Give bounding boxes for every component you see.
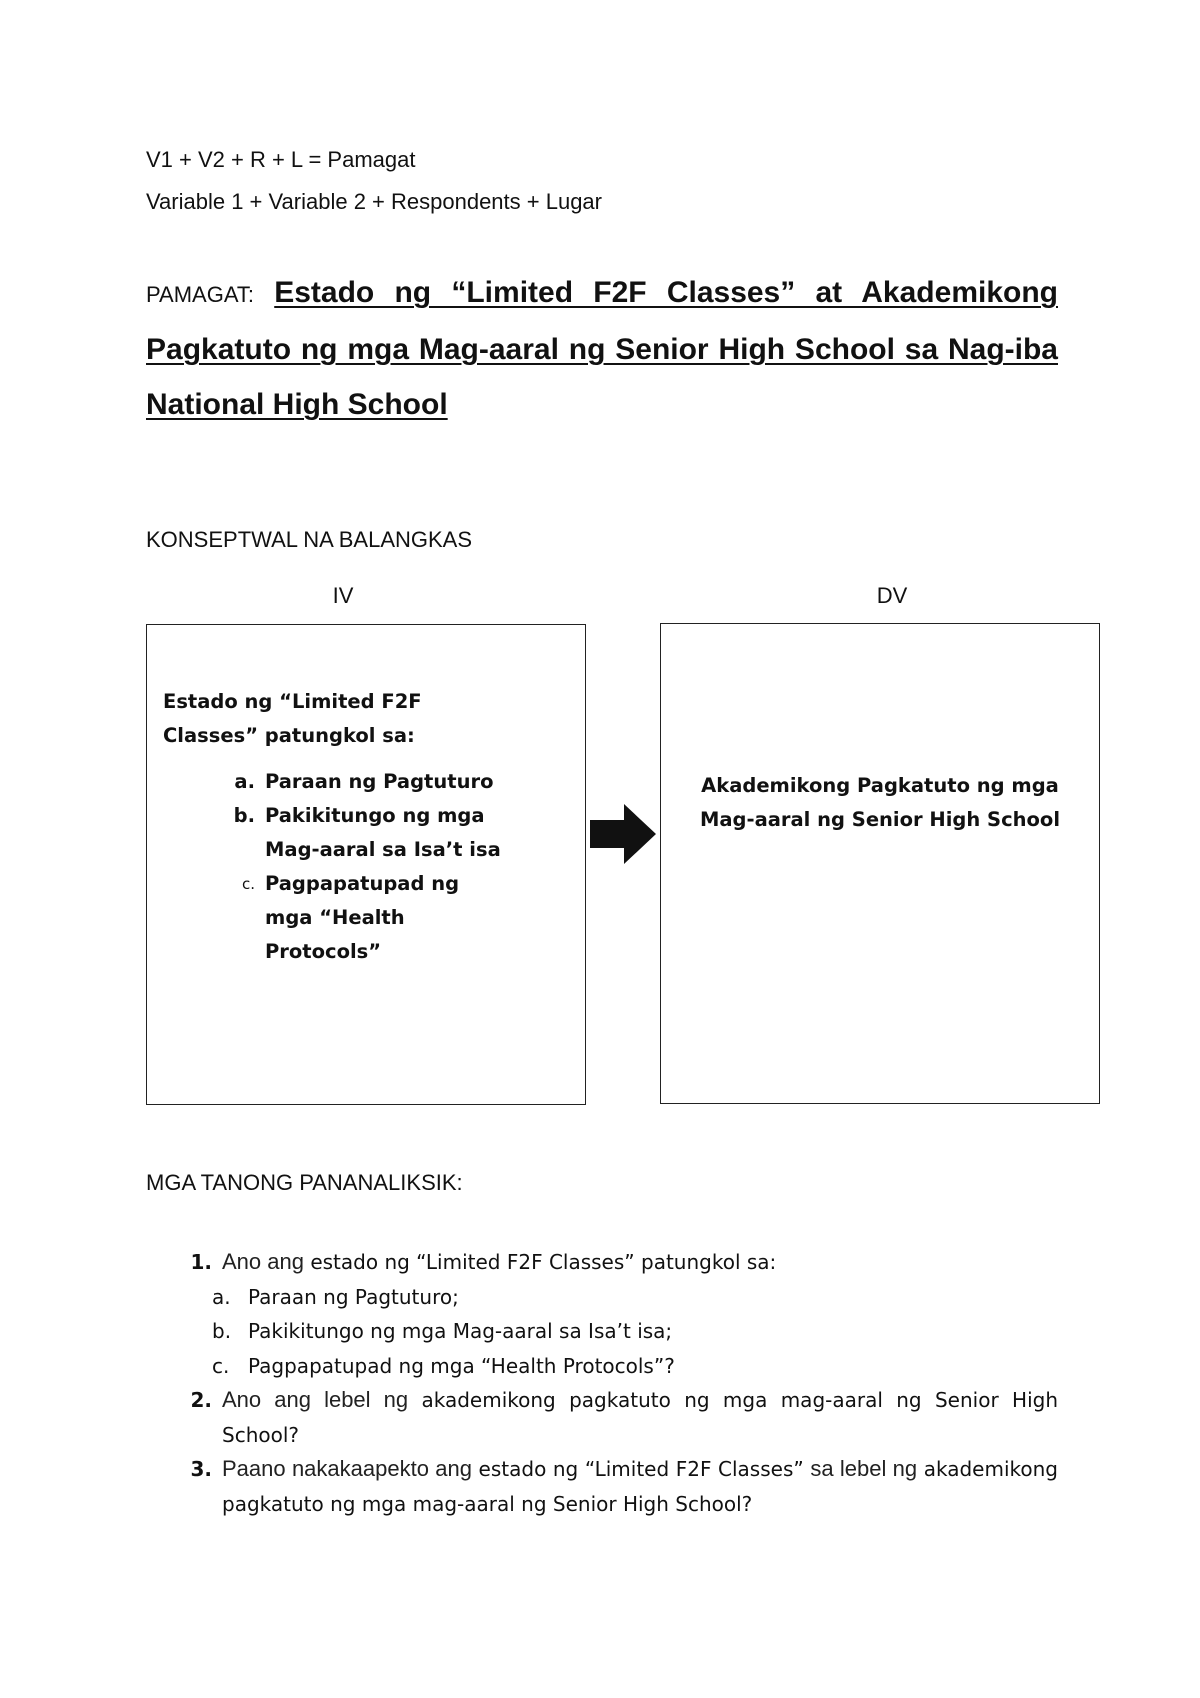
iv-item	[163, 867, 569, 969]
question-text	[222, 1245, 1058, 1280]
question-number: 1.	[190, 1250, 212, 1274]
sub-marker: c.	[212, 1353, 230, 1378]
iv-label: IV	[332, 583, 354, 608]
formula-line: V1 + V2 + R + L = Pamagat	[146, 147, 416, 172]
question-text	[222, 1383, 1058, 1452]
question-sub-item	[212, 1314, 1058, 1349]
question-lead: Paano nakakaapekto ang	[222, 1456, 472, 1481]
sub-text: Pagpapatupad ng mga “Health Protocols”?	[248, 1353, 675, 1378]
sub-marker: a.	[212, 1284, 231, 1309]
question-rest: akademikong pagkatuto ng mga mag-aaral ng Senior High School?	[222, 1457, 1059, 1516]
iv-item-text: Pagpapatupad ng mga “Health Protocols”	[265, 872, 460, 963]
iv-item-marker: a.	[234, 770, 255, 793]
question-number: 2.	[190, 1388, 212, 1412]
iv-box	[146, 624, 586, 1105]
question-sub-item	[212, 1280, 1058, 1315]
question-number: 3.	[190, 1457, 212, 1481]
question-text	[222, 1452, 1058, 1521]
questions-heading: MGA TANONG PANANALIKSIK:	[146, 1170, 463, 1195]
title-label: PAMAGAT:	[146, 282, 254, 307]
framework-heading: KONSEPTWAL NA BALANGKAS	[146, 527, 473, 552]
iv-item-text: Paraan ng Pagtuturo	[265, 770, 494, 793]
question-item	[146, 1383, 1058, 1452]
sub-text: Paraan ng Pagtuturo;	[248, 1284, 459, 1309]
formula-legend: Variable 1 + Variable 2 + Respondents + Lugar	[146, 189, 602, 214]
iv-box-intro: Estado ng “Limited F2F Classes” patungkol sa:	[163, 690, 422, 747]
question-rest: estado ng “Limited F2F Classes” patungkol sa:	[303, 1250, 777, 1274]
sub-marker: b.	[212, 1319, 232, 1343]
question-sub-item	[212, 1349, 1058, 1384]
question-item	[146, 1245, 1058, 1280]
questions-list	[146, 1245, 1058, 1521]
title-block	[146, 265, 1058, 432]
research-title: Estado ng “Limited F2F Classes” at Akademikong Pagkatuto ng mga Mag-aaral ng Senior High School sa Nag-iba National High School	[146, 276, 1058, 421]
question-lead: Ano ang	[222, 1249, 304, 1274]
question-mid: estado ng “Limited F2F Classes”	[471, 1457, 811, 1481]
question-rest: akademikong pagkatuto ng mga mag-aaral ng Senior High School?	[222, 1388, 1058, 1447]
iv-item	[163, 799, 569, 867]
sub-text: Pakikitungo ng mga Mag-aaral sa Isa’t isa;	[248, 1319, 673, 1343]
question-lead: sa lebel ng	[810, 1456, 918, 1481]
question-lead: Ano ang lebel ng	[222, 1387, 409, 1412]
iv-item-marker: b.	[233, 804, 255, 827]
iv-item-list	[163, 765, 569, 969]
iv-item-text: Pakikitungo ng mga Mag-aaral sa Isa’t isa	[265, 804, 501, 861]
question-item	[146, 1452, 1058, 1521]
dv-label: DV	[876, 583, 908, 608]
dv-box	[660, 623, 1100, 1104]
iv-item	[163, 765, 569, 799]
dv-box-text: Akademikong Pagkatuto ng mga Mag-aaral ng Senior High School	[699, 774, 1061, 831]
iv-item-marker: c.	[241, 875, 255, 893]
arrow-right-icon	[588, 800, 658, 870]
